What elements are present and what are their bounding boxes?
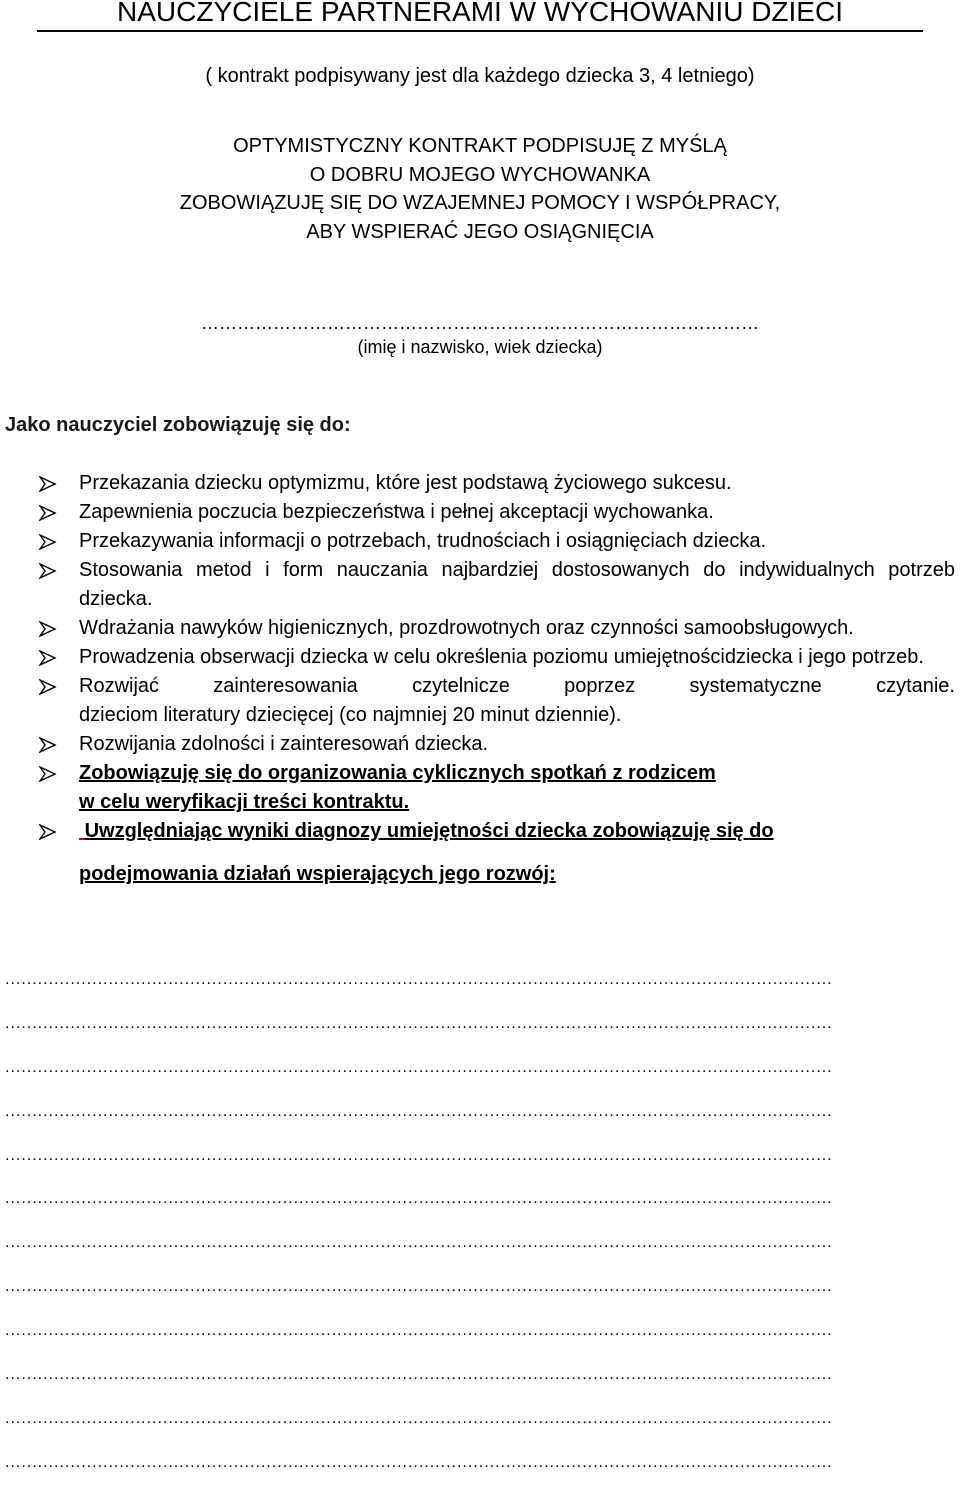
dotted-line[interactable]: ........................................................................................................................................................ (5, 1278, 833, 1296)
list-item-text: Rozwijania zdolności i zainteresowań dziecka. (79, 733, 489, 755)
arrow-bullet-icon (39, 498, 61, 527)
notes-lines (5, 965, 955, 1492)
commitment-list (0, 469, 960, 889)
list-item (0, 469, 960, 498)
arrow-bullet-icon (39, 759, 61, 788)
list-item (0, 759, 960, 817)
list-item-line: Rozwijać zainteresowania czytelnicze poprzez systematyczne czytanie. (79, 675, 955, 697)
dotted-line[interactable]: ........................................................................................................................................................ (5, 1366, 833, 1384)
list-item (0, 643, 960, 672)
arrow-bullet-icon (39, 556, 61, 585)
list-item-text: Przekazywania informacji o potrzebach, trudnościach i osiągnięciach dziecka. (79, 530, 767, 552)
pledge-line: O DOBRU MOJEGO WYCHOWANKA (309, 163, 651, 186)
dotted-line[interactable]: ........................................................................................................................................................ (5, 1234, 833, 1252)
arrow-bullet-icon (39, 614, 61, 643)
list-item (0, 614, 960, 643)
arrow-bullet-icon (39, 672, 61, 701)
pledge-line: ZOBOWIĄZUJĘ SIĘ DO WZAJEMNEJ POMOCY I WSPÓŁPRACY, (179, 192, 781, 214)
page-title: NAUCZYCIELE PARTNERAMI W WYCHOWANIU DZIECI (37, 0, 923, 32)
list-item (0, 556, 960, 614)
dotted-line[interactable]: ........................................................................................................................................................ (5, 1102, 833, 1120)
list-item-text: Prowadzenia obserwacji dziecka w celu określenia poziomu umiejętnościdziecka i jego potrzeb. (79, 646, 924, 668)
subtitle: ( kontrakt podpisywany jest dla każdego dziecka 3, 4 letniego) (205, 65, 755, 87)
list-item-text-continued: podejmowania działań wspierających jego rozwój: (79, 863, 556, 885)
arrow-bullet-icon (39, 643, 61, 672)
dotted-line[interactable]: ........................................................................................................................................................ (5, 1146, 833, 1164)
dotted-line[interactable]: ........................................................................................................................................................ (5, 971, 833, 988)
list-item (0, 527, 960, 556)
section-heading: Jako nauczyciel zobowiązuję się do: (5, 414, 351, 436)
arrow-bullet-icon (39, 527, 61, 556)
list-item-text: Zapewnienia poczucia bezpieczeństwa i pełnej akceptacji wychowanka. (79, 501, 714, 523)
list-item-text-continued: w celu weryfikacji treści kontraktu. (79, 791, 410, 813)
child-name-field[interactable]: ………………………………………………………………………………… (201, 313, 759, 333)
list-item (0, 498, 960, 527)
list-item-text-continued: dzieciom literatury dziecięcej (co najmniej 20 minut dziennie). (79, 704, 622, 726)
pledge-block (0, 132, 960, 246)
list-item-text: Stosowania metod i form nauczania najbardziej dostosowanych do indywidualnych potrzeb dziecka. (79, 559, 955, 610)
list-item-line: Uwzględniając wyniki diagnozy umiejętności dziecka zobowiązuję się do (84, 820, 774, 842)
list-item-text: Zobowiązuję się do organizowania cyklicznych spotkań z rodzicem (79, 762, 716, 784)
list-item-text (79, 817, 955, 846)
arrow-bullet-icon (39, 469, 61, 498)
list-item-text (79, 672, 955, 701)
child-name-caption: (imię i nazwisko, wiek dziecka) (357, 337, 603, 357)
list-item-text: Przekazania dziecku optymizmu, które jest podstawą życiowego sukcesu. (79, 472, 732, 494)
list-item (0, 730, 960, 759)
list-item-text: Wdrażania nawyków higienicznych, prozdrowotnych oraz czynności samoobsługowych. (79, 617, 854, 639)
dotted-line[interactable]: ........................................................................................................................................................ (5, 1409, 833, 1427)
dotted-line[interactable]: ........................................................................................................................................................ (5, 1322, 833, 1340)
arrow-bullet-icon (39, 817, 61, 846)
dotted-line[interactable]: ........................................................................................................................................................ (5, 1190, 833, 1208)
dotted-line[interactable]: ........................................................................................................................................................ (5, 1453, 833, 1471)
list-item (0, 672, 960, 730)
pledge-line: ABY WSPIERAĆ JEGO OSIĄGNIĘCIA (306, 220, 654, 243)
pledge-line: OPTYMISTYCZNY KONTRAKT PODPISUJĘ Z MYŚLĄ (233, 135, 727, 157)
list-item (0, 817, 960, 889)
dotted-line[interactable]: ........................................................................................................................................................ (5, 1058, 833, 1076)
arrow-bullet-icon (39, 730, 61, 759)
dotted-line[interactable]: ........................................................................................................................................................ (5, 1014, 833, 1032)
